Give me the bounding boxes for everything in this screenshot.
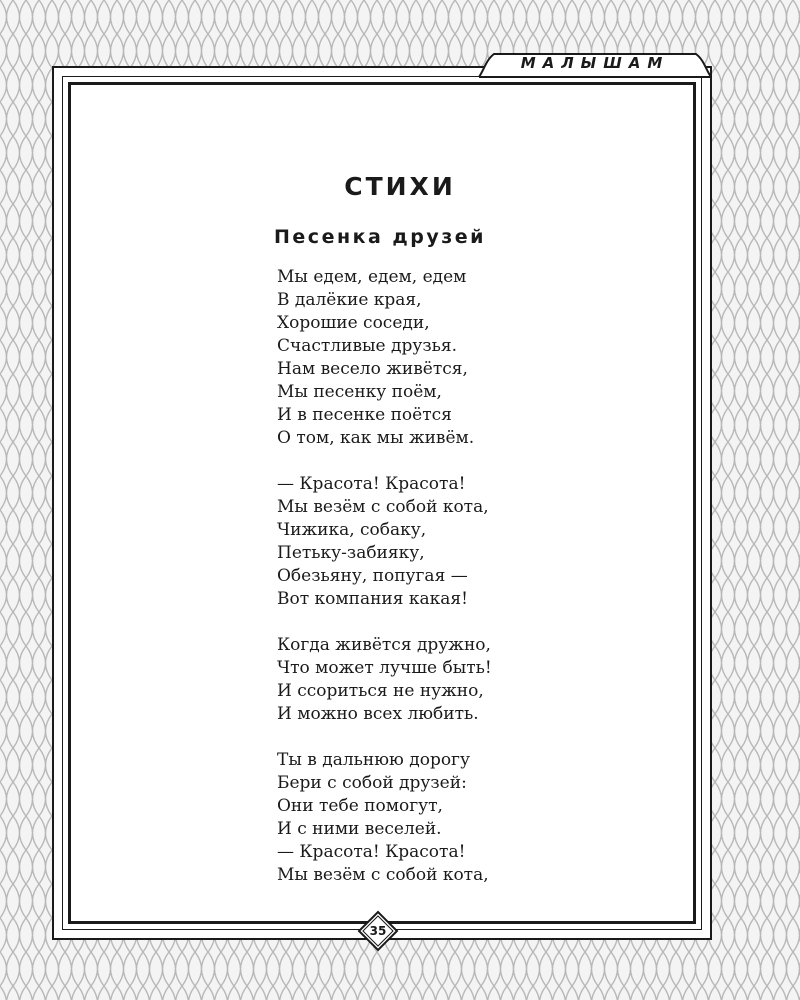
stanza [277, 634, 637, 726]
poem-line: Мы едем, едем, едем [277, 267, 467, 287]
poem-line: — Красота! Красота! [277, 842, 466, 862]
page-number-badge [357, 910, 399, 952]
poem-line: Чижика, собаку, [277, 520, 427, 540]
poem-line: Ты в дальнюю дорогу [277, 750, 470, 770]
poem-line: Они тебе помогут, [277, 796, 443, 816]
poem-line: Когда живётся дружно, [277, 635, 491, 655]
page-title: СТИХИ [344, 172, 456, 201]
poem-title: Песенка друзей [274, 226, 486, 248]
poem-line: И ссориться не нужно, [277, 681, 484, 701]
poem-line: И в песенке поётся [277, 405, 452, 425]
poem-line: Обезьяну, попугая — [277, 566, 468, 586]
section-tab-label: МАЛЫШАМ [520, 54, 670, 72]
poem-line: В далёкие края, [277, 290, 422, 310]
poem-line: Мы везём с собой кота, [277, 865, 489, 885]
poem-line: Мы песенку поём, [277, 382, 442, 402]
poem-line: О том, как мы живём. [277, 428, 475, 448]
poem-line: Петьку-забияку, [277, 543, 425, 563]
poem-line: — Красота! Красота! [277, 474, 466, 494]
poem-line: Мы везём с собой кота, [277, 497, 489, 517]
poem-line: И с ними веселей. [277, 819, 442, 839]
poem-line: Счастливые друзья. [277, 336, 458, 356]
poem-line: Вот компания какая! [277, 589, 468, 609]
section-tab [478, 48, 712, 78]
stanza [277, 473, 637, 611]
stanza [277, 749, 637, 887]
poem-line: Нам весело живётся, [277, 359, 468, 379]
poem-body [277, 266, 637, 910]
poem-line: Бери с собой друзей: [277, 773, 467, 793]
poem-line: И можно всех любить. [277, 704, 479, 724]
poem-line: Что может лучше быть! [277, 658, 492, 678]
page-number: 35 [369, 924, 387, 938]
poem-line: Хорошие соседи, [277, 313, 430, 333]
stanza [277, 266, 637, 450]
